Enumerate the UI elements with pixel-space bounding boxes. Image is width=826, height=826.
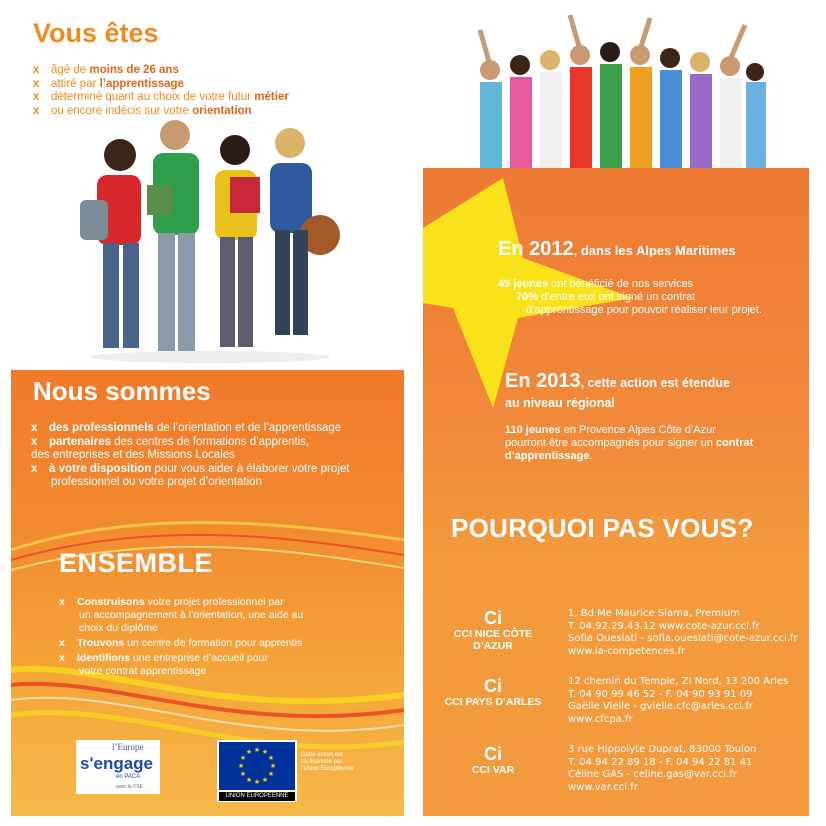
- ue-cofinance-note: Cette action est co-financée par l'Union Européenne: [301, 752, 354, 772]
- vous-etes-title: Vous êtes: [33, 18, 159, 48]
- cci-arles-contact: 12 chemin du Temple, ZI Nord, 13 200 Arles T. 04 90 99 46 52 - F. 04 90 93 91 09 Gaëlle Vielle - gvielle.cfc@arles.cci.fr www.cfcpa.fr: [568, 676, 789, 725]
- results-panel: [423, 168, 809, 816]
- cci-icon: Ci: [484, 608, 502, 628]
- svg-text:★: ★: [253, 746, 261, 754]
- x-bullet-icon: x: [33, 91, 40, 103]
- nous-sommes-title: Nous sommes: [33, 376, 211, 406]
- x-bullet-icon: x: [31, 422, 38, 434]
- list-item: x Trouvons un centre de formation pour apprentis: [59, 637, 303, 649]
- svg-text:★: ★: [269, 762, 277, 770]
- list-item: x déterminé quant au choix de votre futur métier: [33, 91, 289, 103]
- year-2012-text: 49 jeunes ont bénéficié de nos services 70% d’entre eux ont signé un contrat d’apprentissage pour pouvoir réaliser leur projet.: [498, 278, 763, 316]
- x-bullet-icon: x: [59, 637, 65, 649]
- svg-text:★: ★: [267, 770, 275, 778]
- svg-text:★: ★: [245, 776, 253, 784]
- year-2013-heading: En 2013, cette action est étendue au niveau régional: [505, 370, 730, 410]
- cci-nice-logo: Ci CCI NICE CÔTE D’AZUR: [433, 608, 553, 652]
- ensemble-title: ENSEMBLE: [59, 548, 214, 578]
- eu-flag-logo: ★ ★ ★ ★ ★ ★ ★ ★ ★ ★ ★ ★ UNION EUROPEENNE: [217, 740, 297, 802]
- cci-var-contact: 3 rue Hippolyte Duprat, 83000 Toulon T. 04 94 22 89 18 - F. 04 94 22 81 41 Céline GAS - celine.gas@var.cci.fr www.var.cci.fr: [568, 744, 757, 793]
- svg-text:★: ★: [239, 770, 247, 778]
- ensemble-list: [59, 596, 349, 680]
- cci-var-logo: Ci CCI VAR: [433, 744, 553, 776]
- x-bullet-icon: x: [31, 435, 38, 448]
- crowd-photo: [470, 10, 770, 170]
- x-bullet-icon: x: [33, 104, 40, 117]
- list-item: x des professionnels de l’orientation et de l’apprentissage: [31, 422, 342, 434]
- eu-flag-icon: [219, 742, 295, 790]
- pourquoi-pas-vous-heading: POURQUOI PAS VOUS?: [451, 513, 754, 543]
- nous-sommes-panel: [11, 370, 404, 816]
- list-item: x Identifions une entreprise d’accueil pour votre contrat apprentissage: [59, 652, 268, 677]
- year-2013-text: 110 jeunes en Provence Alpes Côte d’Azur pourront être accompagnés pour signer un contrat d’apprentissage.: [505, 424, 754, 462]
- cci-icon: Ci: [484, 676, 502, 696]
- x-bullet-icon: x: [33, 64, 40, 76]
- svg-text:★: ★: [261, 748, 269, 756]
- x-bullet-icon: x: [59, 652, 65, 664]
- nous-sommes-list: [31, 422, 391, 490]
- list-item: x ou encore indécis sur votre orientation: [33, 104, 252, 117]
- list-item: x partenaires des centres de formations d’apprentis, des entreprises et des Missions Locales: [31, 435, 310, 461]
- x-bullet-icon: x: [59, 596, 65, 608]
- list-item: x à votre disposition pour vous aider à élaborer votre projet professionnel ou votre projet d’orientation: [31, 462, 350, 488]
- svg-text:★: ★: [267, 754, 275, 762]
- vous-etes-list: [33, 64, 289, 118]
- list-item: x Construisons votre projet professionnel par un accompagnement à l’orientation, une aide au choix du diplôme: [59, 596, 304, 634]
- students-photo: [75, 115, 345, 365]
- europe-sengage-logo: l’Europe s'engage en PACA avec le FSE: [76, 740, 160, 794]
- year-2012-heading: En 2012, dans les Alpes Maritimes: [498, 238, 736, 260]
- x-bullet-icon: x: [33, 77, 40, 90]
- svg-text:★: ★: [253, 778, 261, 786]
- yellow-star-shape: [423, 168, 809, 528]
- svg-text:★: ★: [237, 762, 245, 770]
- svg-text:★: ★: [245, 748, 253, 756]
- cci-arles-logo: Ci CCI PAYS D’ARLES: [433, 676, 553, 708]
- list-item: x âgé de moins de 26 ans: [33, 64, 179, 76]
- svg-text:★: ★: [261, 776, 269, 784]
- cci-icon: Ci: [484, 744, 502, 764]
- cci-nice-contact: 1, Bd Me Maurice Slama, Premium T. 04.92.29.43.12 www.cote-azur.cci.fr Sofia Oueslati - sofia.oueslati@cote-azur.cci.fr www.ia-competences.fr: [568, 608, 798, 657]
- x-bullet-icon: x: [31, 462, 38, 475]
- list-item: x attiré par l’apprentissage: [33, 77, 184, 90]
- svg-text:★: ★: [239, 754, 247, 762]
